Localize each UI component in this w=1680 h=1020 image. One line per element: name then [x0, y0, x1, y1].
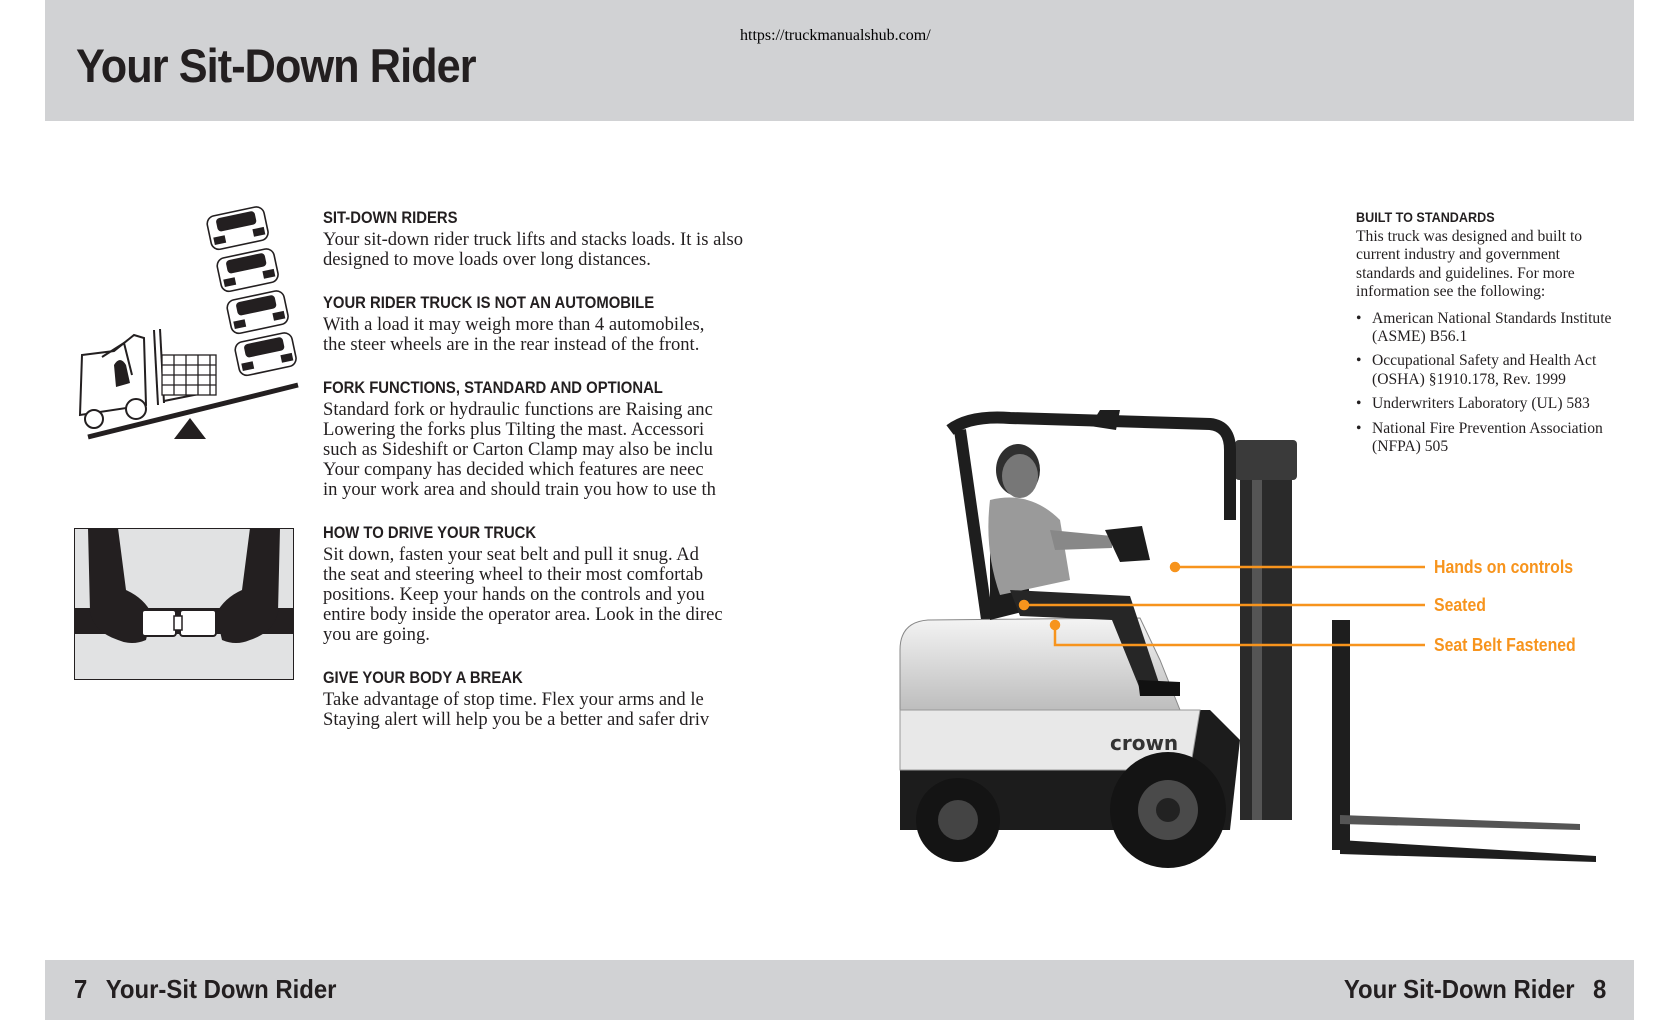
buckle-icon: [142, 610, 176, 636]
section-sit-down-riders: [323, 208, 743, 270]
callout-seat-belt: Seat Belt Fastened: [1434, 635, 1576, 655]
callout-seated: Seated: [1434, 595, 1486, 615]
list-item: • National Fire Prevention Association (NFPA) 505: [1356, 420, 1616, 457]
page-title: Your Sit-Down Rider: [76, 39, 476, 92]
center-text-column: [323, 208, 743, 748]
section-heading: SIT-DOWN RIDERS: [323, 209, 458, 227]
section-body: Sit down, fasten your seat belt and pull it snug. Ad the seat and steering wheel to their most comfortab positions. Keep your hands on the controls and you entire body inside the operator area. Look in the direc you are going.: [323, 544, 723, 645]
footer-title: Your Sit-Down Rider: [1343, 974, 1575, 1004]
section-body: With a load it may weigh more than 4 automobiles, the steer wheels are in the rear instead of the front.: [323, 314, 705, 355]
seatbelt-illustration: [74, 528, 294, 680]
section-heading: FORK FUNCTIONS, STANDARD AND OPTIONAL: [323, 379, 663, 397]
stacked-cars-icon: [206, 205, 298, 376]
section-how-to-drive: [323, 523, 743, 645]
callout-lines: [1010, 555, 1430, 655]
section-heading: HOW TO DRIVE YOUR TRUCK: [323, 524, 537, 542]
footer-right: [1343, 974, 1606, 1005]
section-body: Standard fork or hydraulic functions are Raising anc Lowering the forks plus Tilting the mast. Accessori such as Sideshift or Carton Clamp may also be inclu Your company has decided which features are neec in your work area and should train you how to use th: [323, 399, 716, 500]
brand-logo: crown: [1110, 731, 1179, 755]
page-number: 8: [1592, 974, 1606, 1004]
list-item: • American National Standards Institute (ASME) B56.1: [1356, 310, 1616, 347]
standards-list: [1356, 310, 1616, 457]
standards-column: [1356, 208, 1616, 462]
section-not-automobile: [323, 293, 743, 355]
list-item: • Occupational Safety and Health Act (OSHA) §1910.178, Rev. 1999: [1356, 352, 1616, 389]
section-body: Take advantage of stop time. Flex your arms and le Staying alert will help you be a better and safer driv: [323, 689, 710, 730]
pallet-icon: [162, 355, 216, 395]
section-heading: GIVE YOUR BODY A BREAK: [323, 669, 523, 687]
fulcrum-icon: [174, 418, 206, 439]
list-item: • Underwriters Laboratory (UL) 583: [1356, 395, 1616, 413]
source-url[interactable]: https://truckmanualshub.com/: [740, 27, 931, 44]
footer-left: [74, 974, 337, 1005]
section-body: Your sit-down rider truck lifts and stacks loads. It is also designed to move loads over long distances.: [323, 229, 743, 270]
seesaw-illustration: [74, 205, 304, 445]
standards-body: This truck was designed and built to current industry and government standards and guidelines. For more information see the following:: [1356, 228, 1583, 301]
section-body-break: [323, 668, 743, 730]
page-number: 7: [74, 974, 88, 1004]
section-heading: YOUR RIDER TRUCK IS NOT AN AUTOMOBILE: [323, 294, 655, 312]
forklift-photo: [880, 410, 1600, 910]
section-fork-functions: [323, 378, 743, 500]
standards-heading: BUILT TO STANDARDS: [1356, 209, 1495, 225]
callout-hands-on-controls: Hands on controls: [1434, 557, 1574, 577]
footer-title: Your-Sit Down Rider: [105, 974, 337, 1004]
